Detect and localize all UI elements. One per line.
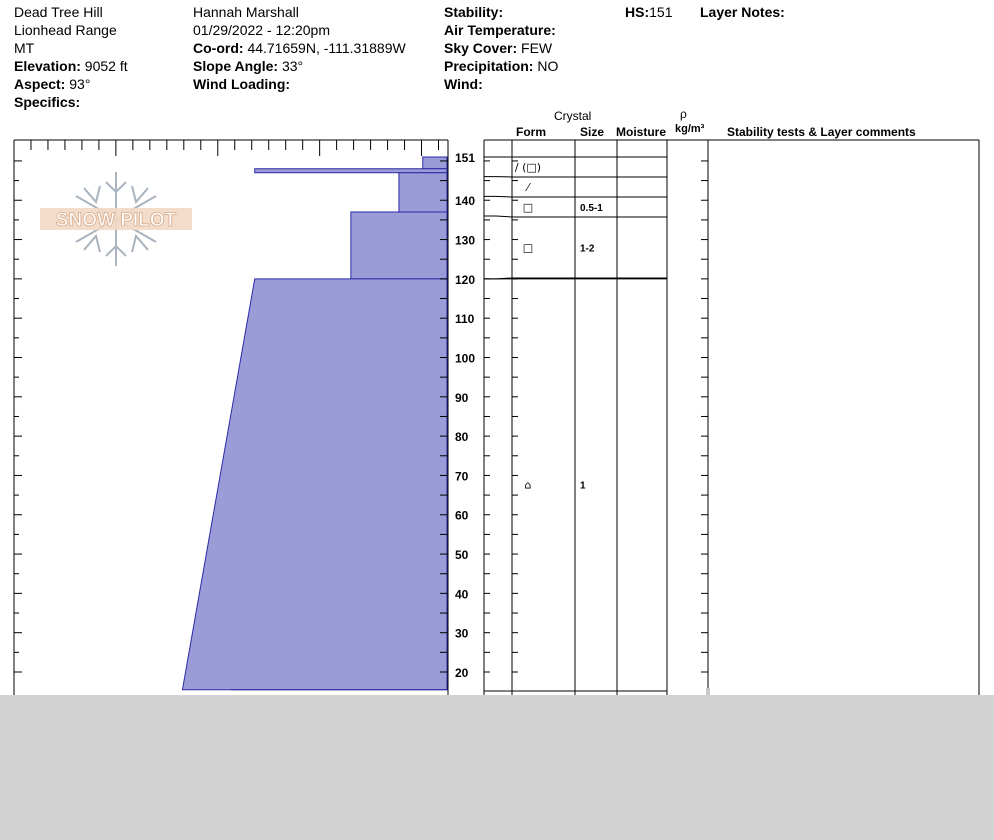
crystal-form-symbol: / (□) (514, 161, 542, 174)
state-name: MT (14, 40, 35, 56)
layer-connector (484, 196, 512, 197)
form-heading: Form (516, 125, 546, 139)
slope-label: Slope Angle: (193, 58, 279, 74)
depth-tick-label: 130 (455, 233, 476, 248)
aspect-value: 93° (69, 76, 91, 92)
crystal-form-symbol: ⁄ (527, 181, 529, 194)
sky-label: Sky Cover: (444, 40, 518, 56)
range-name: Lionhead Range (14, 22, 117, 38)
depth-tick-label: 100 (455, 351, 476, 366)
stability-label: Stability: (444, 4, 504, 20)
observation-datetime: 01/29/2022 - 12:20pm (193, 22, 330, 38)
depth-tick-label: 110 (455, 312, 475, 327)
hs-value: 151 (649, 4, 673, 20)
observer-name: Hannah Marshall (193, 4, 299, 20)
slope-value: 33° (281, 58, 304, 74)
crystal-form-symbol: ⌂ (524, 478, 532, 492)
hardness-bar (255, 169, 447, 173)
snowpilot-logo (40, 172, 192, 266)
layer-table (484, 140, 979, 695)
hs-label: HS: (625, 4, 650, 20)
depth-tick-label: 140 (455, 194, 476, 209)
rho-heading: ρ (680, 107, 687, 121)
depth-tick-label: 30 (455, 626, 469, 641)
crystal-size-label: 1 (580, 480, 586, 492)
layer-notes-label: Layer Notes: (700, 4, 785, 20)
depth-tick-label: 151 (455, 151, 476, 165)
sky-value: FEW (521, 40, 553, 56)
crystal-size-label: 1-2 (580, 243, 595, 255)
hardness-bar (182, 279, 447, 690)
hardness-bar (399, 173, 447, 212)
crystal-form-symbol: □ (522, 241, 534, 255)
layer-connector (484, 216, 512, 217)
crystal-size-label: 0.5-1 (580, 203, 603, 214)
wind-label: Wind: (444, 76, 483, 92)
stability-heading: Stability tests & Layer comments (727, 125, 916, 139)
depth-tick-label: 90 (455, 390, 469, 405)
air-temp-label: Air Temperature: (444, 22, 556, 38)
depth-tick-label: 20 (455, 666, 469, 680)
depth-tick-label: 50 (455, 548, 469, 563)
wind-loading-label: Wind Loading: (193, 76, 291, 92)
size-heading: Size (580, 125, 605, 139)
crystal-form-symbol: □ (522, 201, 534, 214)
precip-value: NO (537, 58, 559, 74)
specifics-label: Specifics: (14, 94, 81, 110)
hardness-profile (182, 157, 447, 690)
location-name: Dead Tree Hill (14, 4, 103, 20)
hardness-bar (423, 157, 447, 169)
coord-label: Co-ord: (193, 40, 244, 56)
depth-tick-label: 120 (455, 272, 476, 287)
depth-tick-label: 70 (455, 469, 469, 484)
density-heading: kg/m³ (675, 123, 705, 135)
scroll-marker (706, 688, 710, 695)
logo-text: SNOW PILOT (55, 210, 177, 231)
depth-tick-label: 60 (455, 508, 469, 523)
depth-tick-label: 80 (455, 430, 469, 445)
moisture-heading: Moisture (616, 125, 667, 139)
elevation-value: 9052 ft (84, 58, 128, 74)
depth-tick-label: 40 (455, 587, 469, 602)
crystal-heading: Crystal (554, 109, 592, 123)
precip-label: Precipitation: (444, 58, 534, 74)
aspect-label: Aspect: (14, 76, 66, 92)
elevation-label: Elevation: (14, 58, 81, 74)
hardness-bar (351, 212, 447, 279)
coord-value: 44.71659N, -111.31889W (247, 40, 406, 56)
